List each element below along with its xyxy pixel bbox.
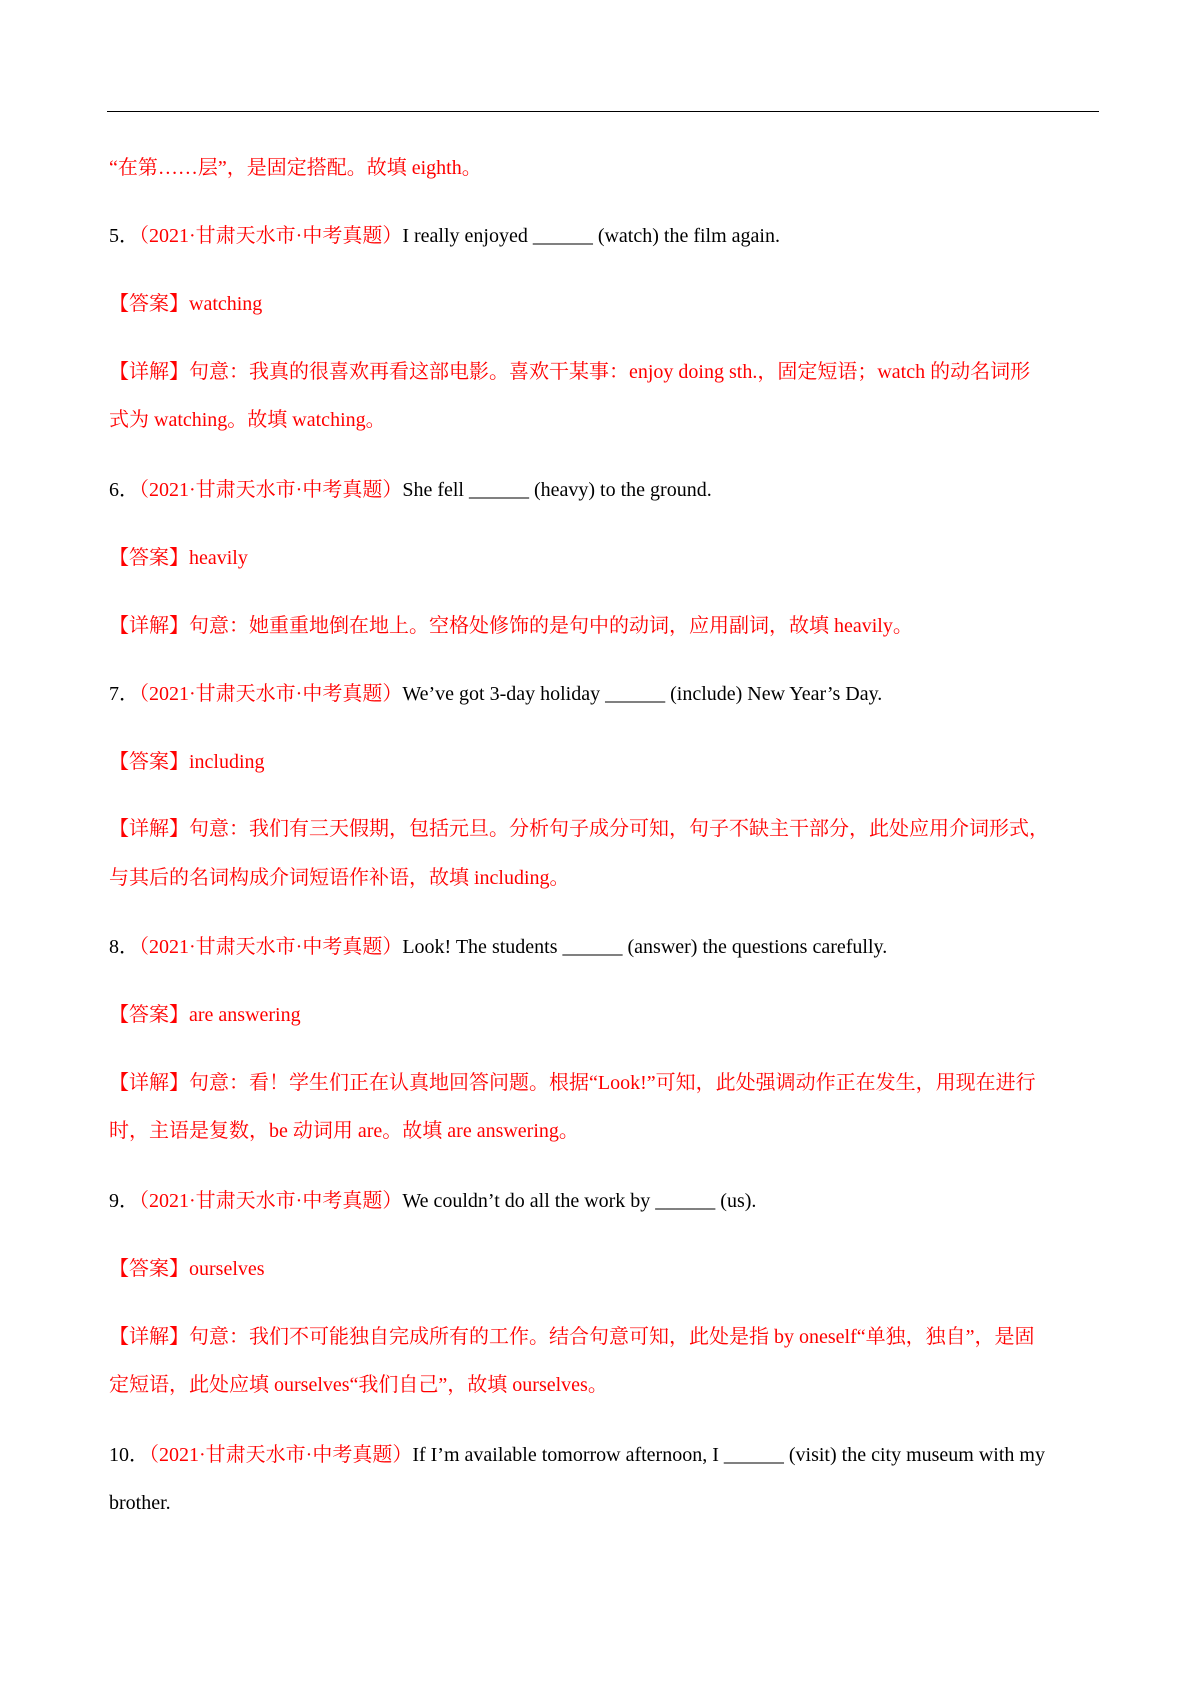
explanation-line: 与其后的名词构成介词短语作补语，故填 including。 <box>109 867 570 889</box>
answer-line <box>109 1001 1099 1029</box>
answer-line <box>109 1255 1099 1283</box>
question-text: Look! The students ______ (answer) the questions carefully. <box>402 936 888 958</box>
question-number: 5． <box>109 225 139 247</box>
question-stem <box>109 680 1099 708</box>
explanation-line: 定短语，此处应填 ourselves“我们自己”，故填 ourselves。 <box>109 1374 608 1396</box>
explanation-line <box>109 815 1099 843</box>
continued-explanation: “在第……层”，是固定搭配。故填 eighth。 <box>109 157 482 179</box>
answer-text: ourselves <box>189 1258 265 1280</box>
explanation-label: 【详解】 <box>109 1072 189 1094</box>
question-source: （2021·甘肃天水市·中考真题） <box>149 1444 413 1466</box>
explanation-label: 【详解】 <box>109 361 189 383</box>
question-number: 10． <box>109 1444 149 1466</box>
answer-label: 【答案】 <box>109 1004 189 1026</box>
question-source: （2021·甘肃天水市·中考真题） <box>139 225 403 247</box>
explanation-line <box>109 1323 1099 1351</box>
question-text: We’ve got 3-day holiday ______ (include) New Year’s Day. <box>402 683 883 705</box>
question-source: （2021·甘肃天水市·中考真题） <box>139 479 403 501</box>
explanation-line <box>109 612 1099 640</box>
question-number: 7． <box>109 683 139 705</box>
question-stem <box>109 933 1099 961</box>
question-stem <box>109 222 1099 250</box>
page-header-rule <box>107 111 1099 112</box>
question-number: 6． <box>109 479 139 501</box>
explanation-text: 句意：我们有三天假期，包括元旦。分析句子成分可知，句子不缺主干部分，此处应用介词形式， <box>189 818 1049 840</box>
question-source: （2021·甘肃天水市·中考真题） <box>139 1190 403 1212</box>
answer-line <box>109 290 1099 318</box>
answer-text: heavily <box>189 547 248 569</box>
explanation-label: 【详解】 <box>109 1326 189 1348</box>
question-source: （2021·甘肃天水市·中考真题） <box>139 683 403 705</box>
answer-label: 【答案】 <box>109 547 189 569</box>
explanation-text: 句意：我真的很喜欢再看这部电影。喜欢干某事：enjoy doing sth.，固定短语；watch 的动名词形 <box>189 361 1031 383</box>
answer-label: 【答案】 <box>109 1258 189 1280</box>
question-stem <box>109 1441 1099 1469</box>
question-stem <box>109 1187 1099 1215</box>
answer-label: 【答案】 <box>109 751 189 773</box>
answer-text: watching <box>189 293 263 315</box>
question-source: （2021·甘肃天水市·中考真题） <box>139 936 403 958</box>
answer-line <box>109 748 1099 776</box>
answer-text: are answering <box>189 1004 301 1026</box>
answer-line <box>109 544 1099 572</box>
explanation-label: 【详解】 <box>109 818 189 840</box>
question-text: If I’m available tomorrow afternoon, I ______ (visit) the city museum with my <box>412 1444 1045 1466</box>
explanation-line <box>109 1069 1099 1097</box>
explanation-text: 句意：我们不可能独自完成所有的工作。结合句意可知，此处是指 by oneself“单独，独自”，是固 <box>189 1326 1035 1348</box>
explanation-label: 【详解】 <box>109 615 189 637</box>
question-number: 8． <box>109 936 139 958</box>
explanation-text: 句意：看！学生们正在认真地回答问题。根据“Look!”可知，此处强调动作正在发生，用现在进行 <box>189 1072 1036 1094</box>
explanation-line: 式为 watching。故填 watching。 <box>109 409 386 431</box>
explanation-text: 句意：她重重地倒在地上。空格处修饰的是句中的动词，应用副词，故填 heavily。 <box>189 615 913 637</box>
answer-text: including <box>189 751 265 773</box>
question-text: We couldn’t do all the work by ______ (us). <box>402 1190 757 1212</box>
question-number: 9． <box>109 1190 139 1212</box>
question-stem <box>109 476 1099 504</box>
question-text-continued: brother. <box>109 1492 171 1514</box>
explanation-line: 时，主语是复数，be 动词用 are。故填 are answering。 <box>109 1120 579 1142</box>
explanation-line <box>109 358 1099 386</box>
answer-label: 【答案】 <box>109 293 189 315</box>
question-text: She fell ______ (heavy) to the ground. <box>402 479 712 501</box>
question-text: I really enjoyed ______ (watch) the film again. <box>402 225 780 247</box>
